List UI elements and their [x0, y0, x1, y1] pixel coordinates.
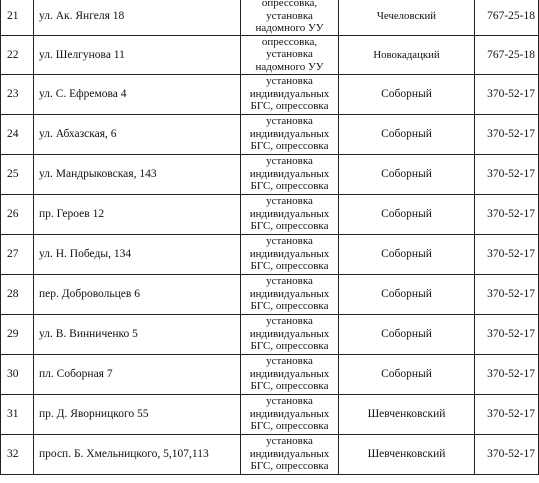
address-cell: ул. Абхазская, 6 — [34, 114, 241, 154]
address-cell: ул. С. Ефремова 4 — [34, 74, 241, 114]
address-cell: пр. Героев 12 — [34, 194, 241, 234]
work-type-cell — [241, 194, 339, 234]
address-cell: просп. Б. Хмельницкого, 5,107,113 — [34, 434, 241, 474]
phone-cell: 370-52-17 — [475, 394, 539, 434]
work-line: установка — [266, 195, 313, 208]
table-row — [1, 314, 539, 354]
work-line: индивидуальных — [249, 327, 330, 340]
district-cell: Шевченковский — [339, 394, 475, 434]
table-body — [1, 0, 539, 474]
phone-cell: 370-52-17 — [475, 194, 539, 234]
address-cell: пер. Добровольцев 6 — [34, 274, 241, 314]
phone-cell: 370-52-17 — [475, 434, 539, 474]
work-line: установка — [266, 355, 313, 368]
row-number: 30 — [1, 354, 34, 394]
district-cell: Соборный — [339, 274, 475, 314]
table-row — [1, 35, 539, 74]
work-line: установка — [266, 9, 313, 22]
district-cell: Соборный — [339, 74, 475, 114]
table-row — [1, 194, 539, 234]
table-row — [1, 274, 539, 314]
work-line: установка — [266, 315, 313, 328]
work-type-cell — [241, 354, 339, 394]
work-line: установка — [266, 75, 313, 88]
work-line: установка — [266, 275, 313, 288]
work-line: БГС, опрессовка — [250, 140, 329, 153]
phone-cell: 767-25-18 — [475, 35, 539, 74]
row-number: 24 — [1, 114, 34, 154]
row-number: 31 — [1, 394, 34, 434]
work-line: установка — [266, 155, 313, 168]
work-type-cell — [241, 0, 339, 35]
phone-cell: 370-52-17 — [475, 234, 539, 274]
work-line: БГС, опрессовка — [250, 340, 329, 353]
work-line: индивидуальных — [249, 247, 330, 260]
work-line: БГС, опрессовка — [250, 220, 329, 233]
work-type-cell — [241, 274, 339, 314]
address-cell: пл. Соборная 7 — [34, 354, 241, 394]
table-row — [1, 154, 539, 194]
work-line: установка — [266, 395, 313, 408]
district-cell: Соборный — [339, 314, 475, 354]
phone-cell: 370-52-17 — [475, 74, 539, 114]
work-line: индивидуальных — [249, 167, 330, 180]
table-row — [1, 354, 539, 394]
work-line: БГС, опрессовка — [250, 380, 329, 393]
work-line: установка — [266, 48, 313, 61]
work-type-cell — [241, 74, 339, 114]
phone-cell: 767-25-18 — [475, 0, 539, 35]
work-line: индивидуальных — [249, 127, 330, 140]
work-line: надомного УУ — [255, 60, 324, 73]
district-cell: Чечеловский — [339, 0, 475, 35]
work-line: индивидуальных — [249, 287, 330, 300]
row-number: 22 — [1, 35, 34, 74]
phone-cell: 370-52-17 — [475, 154, 539, 194]
work-type-cell — [241, 314, 339, 354]
address-cell: пр. Д. Яворницкого 55 — [34, 394, 241, 434]
work-line: опрессовка, — [261, 35, 318, 48]
work-line: опрессовка, — [261, 0, 318, 9]
work-line: индивидуальных — [249, 367, 330, 380]
work-type-cell — [241, 114, 339, 154]
work-line: индивидуальных — [249, 447, 330, 460]
work-type-cell — [241, 434, 339, 474]
row-number: 26 — [1, 194, 34, 234]
work-type-cell — [241, 234, 339, 274]
work-type-cell — [241, 394, 339, 434]
work-line: индивидуальных — [249, 207, 330, 220]
work-line: БГС, опрессовка — [250, 260, 329, 273]
row-number: 25 — [1, 154, 34, 194]
work-line: БГС, опрессовка — [250, 460, 329, 473]
row-number: 23 — [1, 74, 34, 114]
row-number: 32 — [1, 434, 34, 474]
row-number: 21 — [1, 0, 34, 35]
work-line: установка — [266, 235, 313, 248]
work-type-cell — [241, 35, 339, 74]
work-line: надомного УУ — [255, 22, 324, 35]
table-row — [1, 394, 539, 434]
address-cell: ул. В. Винниченко 5 — [34, 314, 241, 354]
district-cell: Шевченковский — [339, 434, 475, 474]
work-type-cell — [241, 154, 339, 194]
table-row — [1, 0, 539, 35]
row-number: 29 — [1, 314, 34, 354]
district-cell: Соборный — [339, 194, 475, 234]
table-row — [1, 234, 539, 274]
district-cell: Соборный — [339, 114, 475, 154]
address-cell: ул. Н. Победы, 134 — [34, 234, 241, 274]
address-cell: ул. Ак. Янгеля 18 — [34, 0, 241, 35]
table-row — [1, 74, 539, 114]
phone-cell: 370-52-17 — [475, 274, 539, 314]
work-line: индивидуальных — [249, 87, 330, 100]
work-line: индивидуальных — [249, 407, 330, 420]
work-line: БГС, опрессовка — [250, 180, 329, 193]
district-cell: Соборный — [339, 354, 475, 394]
table-row — [1, 434, 539, 474]
row-number: 27 — [1, 234, 34, 274]
work-line: БГС, опрессовка — [250, 420, 329, 433]
phone-cell: 370-52-17 — [475, 354, 539, 394]
district-cell: Соборный — [339, 234, 475, 274]
work-line: БГС, опрессовка — [250, 300, 329, 313]
work-line: БГС, опрессовка — [250, 100, 329, 113]
table-row — [1, 114, 539, 154]
district-cell: Соборный — [339, 154, 475, 194]
phone-cell: 370-52-17 — [475, 314, 539, 354]
address-cell: ул. Мандрыковская, 143 — [34, 154, 241, 194]
district-cell: Новокадацкий — [339, 35, 475, 74]
row-number: 28 — [1, 274, 34, 314]
work-line: установка — [266, 435, 313, 448]
work-line: установка — [266, 115, 313, 128]
phone-cell: 370-52-17 — [475, 114, 539, 154]
address-cell: ул. Шелгунова 11 — [34, 35, 241, 74]
